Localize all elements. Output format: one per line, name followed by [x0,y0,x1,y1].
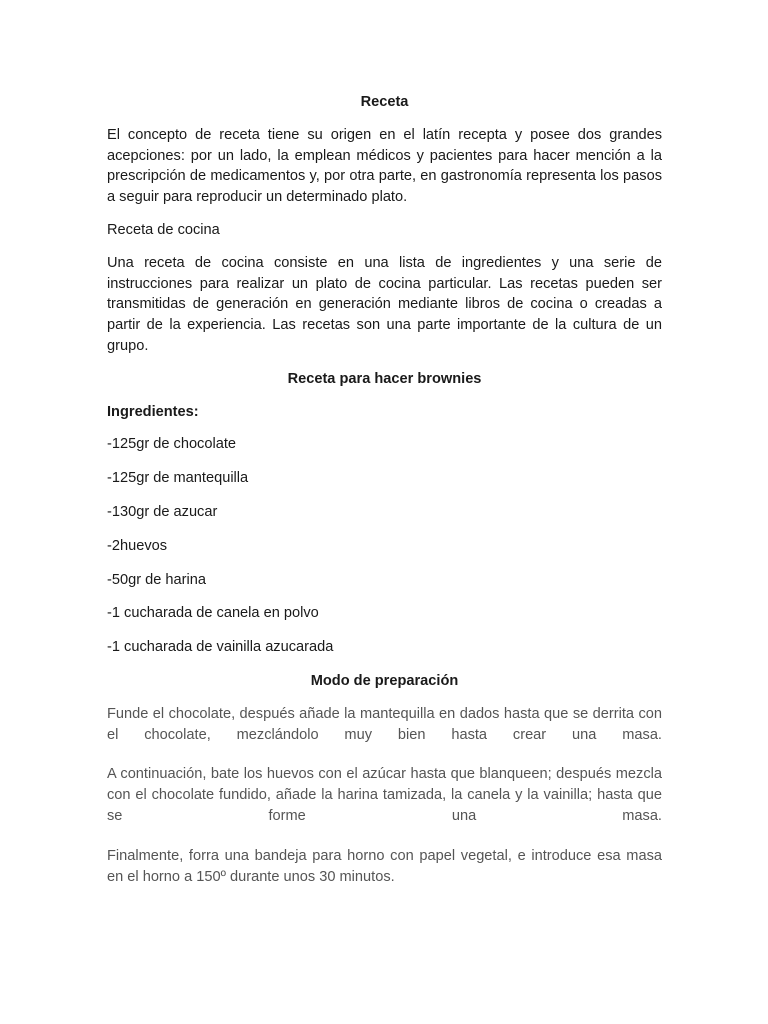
ingredients-list [107,434,662,658]
ingredient-item: -1 cucharada de vainilla azucarada [107,639,334,656]
ingredient-item: -50gr de harina [107,571,206,588]
preparation-step: Finalmente, forra una bandeja para horno con papel vegetal, e introduce esa masa en el horno a 150º durante unos 30 minutos. [107,847,662,885]
section-subheading: Receta de cocina [107,221,220,238]
ingredients-heading: Ingredientes: [107,403,199,420]
ingredient-item: -125gr de chocolate [107,436,236,453]
preparation-step: A continuación, bate los huevos con el azúcar hasta que blanqueen; después mezcla con el chocolate fundido, añade la harina tamizada, la canela y la vainilla; hasta que se forme una masa. [107,766,662,824]
intro-paragraph: El concepto de receta tiene su origen en el latín recepta y posee dos grandes acepciones: por un lado, la emplean médicos y pacientes para hacer mención a la prescripción de medicamentos y, por otra parte, en gastronomía representa los pasos a seguir para reproducir un determinado plato. [107,126,662,206]
ingredient-item: -125gr de mantequilla [107,470,249,487]
preparation-step: Funde el chocolate, después añade la mantequilla en dados hasta que se derrita con el chocolate, mezclándolo muy bien hasta crear una masa. [107,705,662,743]
ingredient-item: -2huevos [107,537,168,554]
ingredient-item: -1 cucharada de canela en polvo [107,605,319,622]
ingredient-item: -130gr de azucar [107,503,218,520]
document-title: Receta [360,94,409,110]
document-body [107,92,662,906]
preparation-steps [107,704,662,888]
method-heading: Modo de preparación [310,672,459,689]
recipe-title: Receta para hacer brownies [287,370,482,387]
cooking-paragraph: Una receta de cocina consiste en una lista de ingredientes y una serie de instrucciones para realizar un plato de cocina particular. Las recetas pueden ser transmitidas de generación en generación mediante libros de cocina o creadas a partir de la experiencia. Las recetas son una parte importante de la cultura de un grupo. [107,254,662,354]
